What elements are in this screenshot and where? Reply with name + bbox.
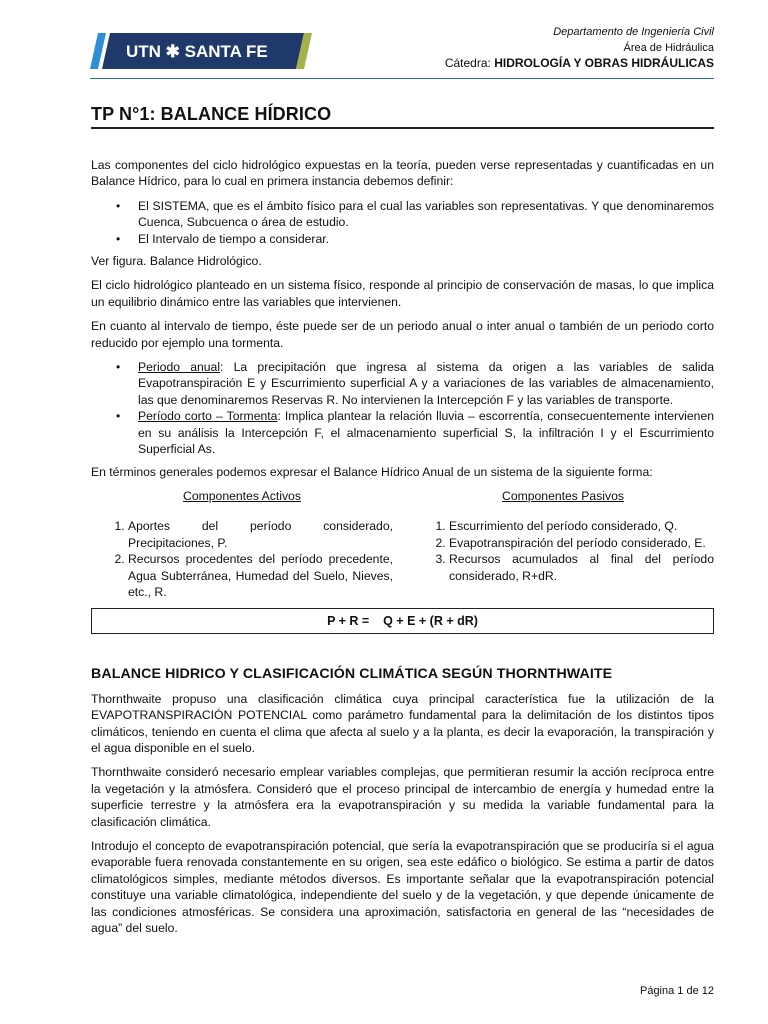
period-text: : Implica plantear la relación lluvia – escorrentía, consecuentemente intervienen en su análisis la Intercepción F, el almacenamiento superficial S, la infiltración I y el Escurrimiento Superficial As. [138,409,714,457]
cycle-paragraph: El ciclo hidrológico planteado en un sistema físico, responde al principio de conservación de masas, lo que implica un equilibrio dinámico entre las variables que intervienen. [91,278,714,309]
list-item: 1. Aportes del período considerado, Precipitaciones, P. [128,518,393,551]
passive-heading: Componentes Pasivos [502,488,624,503]
period-term: Período corto – Tormenta [138,409,278,424]
active-components [91,488,393,600]
catedra-label: Cátedra: [444,56,491,70]
active-list [91,518,393,600]
page-title: TP N°1: BALANCE HÍDRICO [91,104,332,124]
header-info [445,25,714,72]
header-divider [90,78,714,79]
interval-paragraph: En cuanto al intervalo de tiempo, éste puede ser de un periodo anual o inter anual o también de un periodo corto reducido por ejemplo una tormenta. [91,319,714,350]
components-columns [91,488,714,600]
title-underline [91,127,714,129]
list-item: 3. Recursos acumulados al final del período considerado, R+dR. [449,551,714,584]
section-paragraph: Thornthwaite propuso una clasificación climática cuya principal característica fue la utilización de la EVAPOTRANSPIRACIÓN POTENCIAL como parámetro fundamental para la delimitación de los distintos tipos climáticos, teniendo en cuenta el clima que afecta al suelo y a la planta, es decir la evaporación, la transpiración y el agua disponible en el suelo. [91,691,714,755]
catedra [445,56,714,72]
page-number: Página 1 de 12 [639,985,714,997]
section-paragraph: Thornthwaite consideró necesario emplear variables complejas, que permitieran resumir la acción recíproca entre la vegetación y la atmósfera. Consideró que el proceso principal de intercambio de energía y humedad entre la superficie terrestre y la atmósfera era la evapotranspiración y su medida la variable fundamental para la clasificación climática. [91,765,714,829]
passive-components [412,488,714,600]
department: Departamento de Ingeniería Civil [553,26,714,38]
list-item [138,408,714,457]
periods-list [91,359,714,457]
list-item: 2. Evapotranspiración del período considerado, E. [449,535,714,551]
catedra-name: HIDROLOGÍA Y OBRAS HIDRÁULICAS [494,56,714,70]
area: Área de Hidráulica [623,41,714,54]
list-item: 2. Recursos procedentes del período precedente, Agua Subterránea, Humedad del Suelo, Nieves, etc., R. [128,551,393,600]
period-term: Periodo anual [138,360,221,375]
period-text: : La precipitación que ingresa al sistema da origen a las variables de salida Evapotranspiración E y Escurrimiento superficial A y a variaciones de las variables de almacenamiento, las que denominaremos Reservas R. No intervienen la Intercepción F y las variables de transporte. [138,360,714,407]
utn-santa-fe-logo [90,33,312,69]
document-body [91,157,714,944]
define-list [91,198,714,247]
section-heading: BALANCE HIDRICO Y CLASIFICACIÓN CLIMÁTICA SEGÚN THORNTHWAITE [91,666,613,683]
list-item [138,359,714,408]
list-item: 1. Escurrimiento del período considerado, Q. [449,518,714,534]
logo-text: UTN ✱ SANTA FE [126,42,268,61]
passive-list [412,518,714,584]
list-item: • El SISTEMA, que es el ámbito físico para el cual las variables son representativas. Y que denominaremos Cuenca, Subcuenca o área de estudio. [138,198,714,231]
formula-text: P + R = Q + E + (R + dR) [327,614,478,629]
general-paragraph: En términos generales podemos expresar el Balance Hídrico Anual de un sistema de la siguiente forma: [91,464,653,479]
balance-formula [91,608,714,634]
intro-paragraph: Las componentes del ciclo hidrológico expuestas en la teoría, pueden verse representadas y cuantificadas en un Balance Hídrico, para lo cual en primera instancia debemos definir: [91,158,714,189]
list-item: • El Intervalo de tiempo a considerar. [138,231,714,247]
active-heading: Componentes Activos [183,488,301,503]
section-paragraph: Introdujo el concepto de evapotranspiración potencial, que sería la evapotranspiración que se produciría si el agua evaporable fuera renovada constantemente en su origen, sea este edáfico o biológico. Se estima a partir de datos climatológicos simples, mediante métodos diversos. Es importante señalar que la evapotranspiración potencial constituye una variable climatológica, independiente del suelo y de la vegetación, y que depende únicamente de las condiciones atmosféricas. Se considera una aproximación, satisfactoria en general de las “necesidades de agua” del suelo. [91,839,714,936]
figure-reference: Ver figura. Balance Hidrológico. [91,254,262,269]
